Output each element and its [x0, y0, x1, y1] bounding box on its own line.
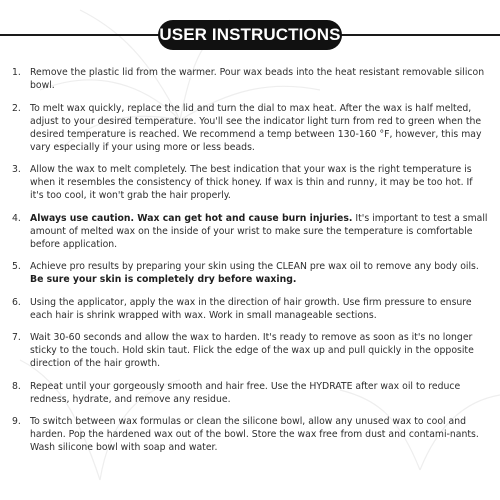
instruction-text-part: To switch between wax formulas or clean the silicone bowl, allow any unused wax to cool and harden. Pop the hardened wax out of the bowl. Store the wax free from dust and contami-nants. Wash silicone bowl with soap and water.	[30, 416, 479, 453]
instruction-number: 2.	[12, 102, 21, 114]
instruction-text-part: Allow the wax to melt completely. The best indication that your wax is the right temperature is when it resembles the consistency of thick honey. If wax is thin and runny, it may be too hot. If it's too cool, it won't grab the hair properly.	[30, 164, 473, 201]
header-divider-right	[325, 34, 500, 36]
instruction-text	[30, 297, 472, 321]
instruction-number: 8.	[12, 380, 21, 392]
instruction-number: 6.	[12, 296, 21, 308]
instruction-text	[30, 103, 481, 153]
instruction-text-part: To melt wax quickly, replace the lid and turn the dial to max heat. After the wax is half melted, adjust to your desired temperature. You'll see the indicator light turn from red to green when the desired temperature is reached. We recommend a temp between 130-160 °F, however, this may vary especially if your using more or less beads.	[30, 102, 482, 153]
instruction-text-part: Remove the plastic lid from the warmer. Pour wax beads into the heat resistant removable silicon bowl.	[30, 67, 485, 91]
instruction-item	[12, 66, 488, 92]
instruction-number: 5.	[12, 261, 21, 272]
header	[0, 0, 500, 56]
instruction-item	[12, 212, 488, 251]
instruction-number: 9.	[12, 416, 21, 427]
instruction-text	[30, 381, 460, 405]
instruction-text-part: Repeat until your gorgeously smooth and hair free. Use the HYDRATE after wax oil to reduce redness, hydrate, and remove any residue.	[30, 380, 461, 405]
instruction-text	[30, 332, 474, 369]
instruction-text-part: Achieve pro results by preparing your skin using the CLEAN pre wax oil to remove any body oils.	[30, 261, 479, 272]
instruction-item	[12, 102, 488, 154]
header-divider-left	[0, 34, 175, 36]
instruction-item	[12, 296, 488, 322]
instruction-list	[12, 66, 488, 464]
page-title: USER INSTRUCTIONS	[158, 20, 342, 50]
instruction-item	[12, 380, 488, 406]
instruction-item	[12, 331, 488, 370]
instruction-text-part: Using the applicator, apply the wax in the direction of hair growth. Use firm pressure to ensure each hair is shrink wrapped with wax. Work in small manageable sections.	[30, 296, 472, 321]
instruction-text	[30, 416, 479, 453]
instruction-text-part: It's important to test a small amount of melted wax on the inside of your wrist to make sure the temperature is comfortable before application.	[30, 212, 488, 250]
instruction-number: 4.	[12, 212, 21, 224]
instruction-bold-text: Always use caution. Wax can get hot and cause burn injuries.	[30, 212, 353, 224]
instruction-number: 1.	[12, 67, 21, 78]
instruction-text-part: Wait 30-60 seconds and allow the wax to harden. It's ready to remove as soon as it's no longer sticky to the touch. Hold skin taut. Flick the edge of the wax up and pull quickly in the opposite direction of the hair growth.	[30, 332, 474, 369]
instruction-text	[30, 213, 488, 250]
instruction-item	[12, 415, 488, 454]
instruction-text	[30, 164, 473, 201]
instruction-number: 3.	[12, 164, 21, 175]
instruction-item	[12, 163, 488, 202]
instruction-number: 7.	[12, 332, 21, 343]
instruction-text	[30, 67, 484, 91]
instruction-bold-text: Be sure your skin is completely dry before waxing.	[30, 274, 297, 285]
instruction-text	[30, 261, 479, 285]
instruction-item	[12, 260, 488, 286]
